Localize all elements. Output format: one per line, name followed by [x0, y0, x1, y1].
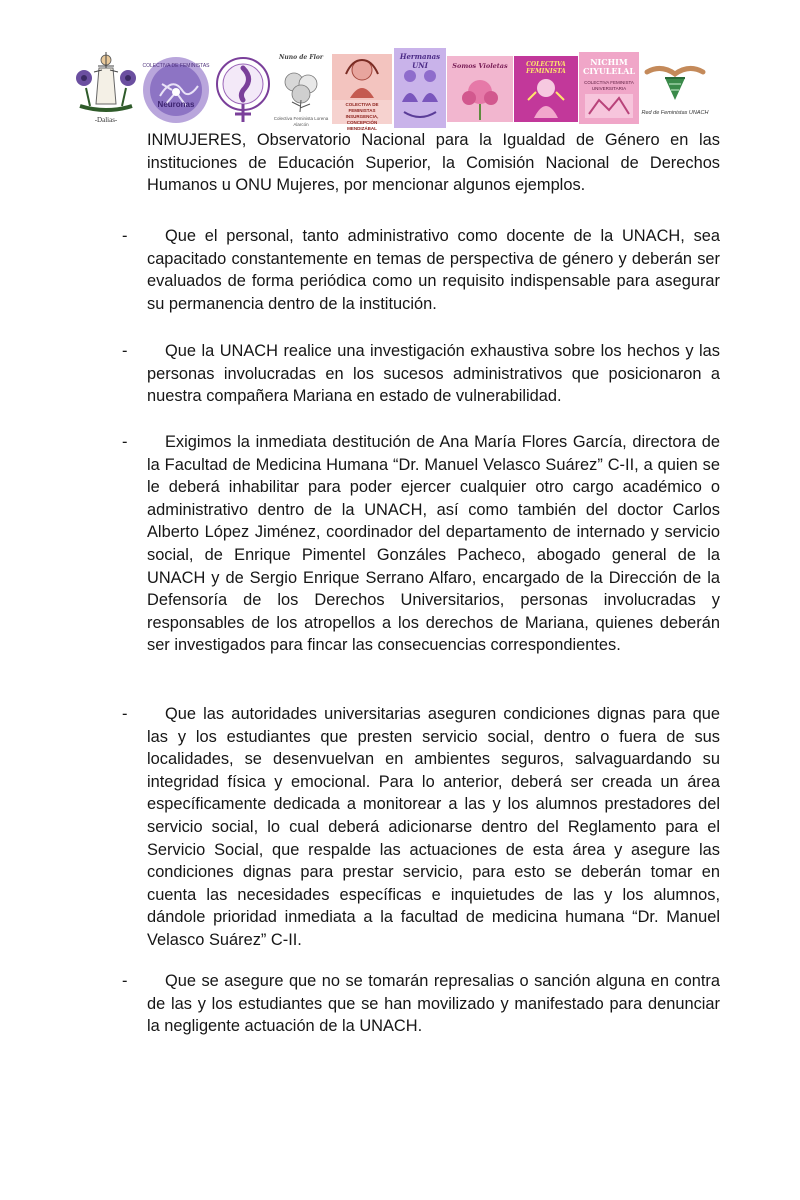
list-item-2-text: Que la UNACH realice una investigación exhaustiva sobre los hechos y las personas involucradas en los sucesos administrativos que posicionaron a nuestra compañera Mariana en estado de vulnerabilidad. [147, 342, 720, 406]
colectiva-feminista-title: COLECTIVA FEMINISTA [526, 61, 566, 75]
somos-violeta-logo [447, 56, 513, 122]
feminist-symbol-logo [213, 54, 273, 126]
hermanas-logo-title: Hermanas UNI [399, 52, 441, 70]
list-item-5 [147, 970, 720, 1038]
red-de-feministas-unach-logo [641, 56, 709, 128]
red-feministas-caption: Red de Feministas UNACH [641, 110, 709, 116]
list-bullet-1: - [122, 227, 128, 245]
somos-violeta-title: Somos Violetas [452, 62, 508, 70]
colectiva-de-feministas-neuronas-logo [142, 56, 210, 124]
list-item-5-text: Que se asegure que no se tomarán represalias o sanción alguna en contra de las y los estudiantes que se han movilizado y manifestado para denunciar la negligente actuación de la UNACH. [147, 972, 720, 1036]
list-bullet-2: - [122, 342, 128, 360]
list-item-4 [147, 703, 720, 952]
colectiva-feminista-logo [514, 56, 578, 122]
nichim-ciyulelal-caption: COLECTIVA FEMINISTA UNIVERSITARIA [584, 80, 634, 91]
flower-logo-caption: Colectiva Feminista Lorena Alarcón [273, 116, 329, 127]
intro-paragraph: INMUJERES, Observatorio Nacional para la Igualdad de Género en las instituciones de Educación Superior, la Comisión Nacional de Derechos Humanos u ONU Mujeres, por mencionar algunos ejemplos. [147, 131, 720, 195]
list-item-1 [147, 225, 720, 315]
list-bullet-5: - [122, 972, 128, 990]
nichim-ciyulelal-logo [579, 52, 639, 124]
list-bullet-3: - [122, 433, 128, 451]
dalias-caption: -Dalias- [94, 116, 118, 124]
neuronas-bottom-text: Neuronas [157, 100, 195, 109]
dalias-logo [72, 48, 140, 128]
colectiva-flower-logo [272, 50, 330, 126]
neuronas-top-text: COLECTIVA DE FEMINISTAS [142, 63, 210, 69]
list-bullet-4: - [122, 705, 128, 723]
list-item-3-text: Exigimos la inmediata destitución de Ana María Flores García, directora de la Facultad de Medicina Humana “Dr. Manuel Velasco Suárez” C-II, a quien se le deberá inhabilitar para poder ejercer cualquier otro cargo académico o administrativo dentro de la UNACH, así como también del doctor Carlos Alberto López Jiménez, coordinador del departamento de internado y servicio social, de Enrique Pimentel Gonzáles Pacheco, abogado general de la UNACH y de Sergio Enrique Serrano Alfaro, encargado de la Dirección de la Defensoría de los Derechos Universitarios, personas involucradas y responsables de los atropellos a los derechos de Mariana, quienes deberán ser investigados para fincar las consecuencias correspondientes. [147, 433, 720, 655]
colectiva-de-feministas-insurgencia-logo [332, 54, 392, 131]
nichim-ciyulelal-title: NICHIM CIYULELAL [583, 57, 635, 76]
list-item-1-text: Que el personal, tanto administrativo como docente de la UNACH, sea capacitado constantemente en temas de perspectiva de género y deberán ser evaluados de forma periódica como un requisito indispensable para asegurar su permanencia dentro de la institución. [147, 227, 720, 313]
logo-strip [0, 46, 800, 130]
hermanas-logo [394, 48, 446, 128]
flower-logo-title: Nuno de Flor [278, 54, 324, 61]
list-item-4-text: Que las autoridades universitarias aseguren condiciones dignas para que las y los estudiantes que presten servicio social, dentro o fuera de sus localidades, se desenvuelvan en ambientes seguros, salvaguardando su integridad física y emocional. Para lo anterior, deberá ser creada un área específicamente dedicada a monitorear a las y los alumnos prestadores del servicio social, lo cual deberá adicionarse dentro del Reglamento para el Servicio Social, que respalde las actuaciones de esta área y asegure las condiciones dignas para prestar servicio, para esto se deberán tomar en cuenta las necesidades específicas e inquietudes de las y los alumnos, dándole prioridad inmediata a la facultad de medicina humana “Dr. Manuel Velasco Suárez” C-II. [147, 705, 720, 949]
insurgencia-caption: COLECTIVA DE FEMINISTAS INSURGENCIA, CONCEPCIÓN MENDIZÁBAL [345, 102, 379, 131]
list-item-2 [147, 340, 720, 408]
list-item-3 [147, 431, 720, 657]
